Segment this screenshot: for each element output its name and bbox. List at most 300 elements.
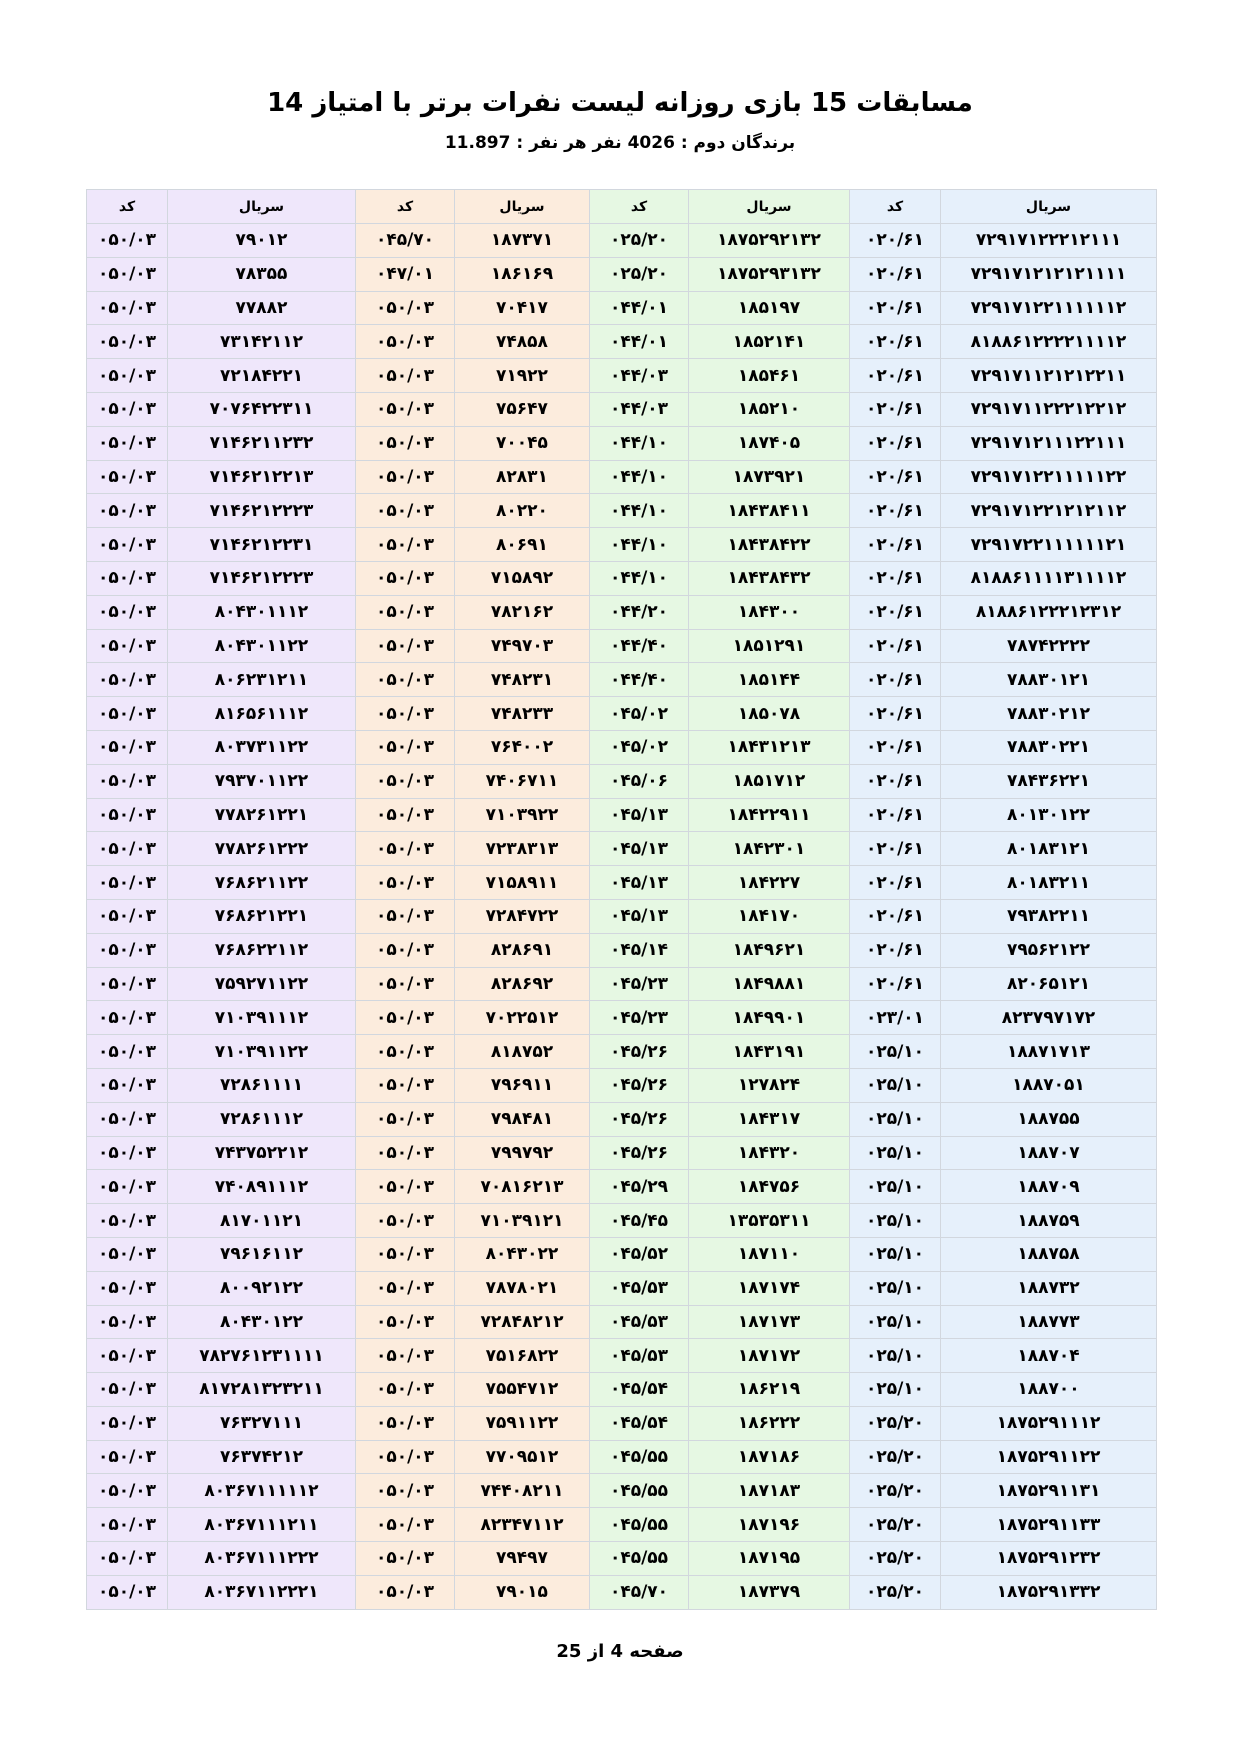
table-row: [87, 528, 1157, 562]
header-code-2: کد: [590, 190, 689, 224]
serial-cell: ۷۴۰۶۷۱۱: [455, 764, 590, 798]
serial-cell: ۷۷۸۲۶۱۲۲۱: [168, 798, 356, 832]
serial-cell: ۱۸۷۱۹۶: [689, 1508, 850, 1542]
serial-cell: ۱۸۴۹۹۰۱: [689, 1001, 850, 1035]
code-cell: ۰۵۰/۰۳: [356, 1136, 455, 1170]
winners-table: [86, 189, 1157, 1610]
serial-cell: ۷۵۱۶۸۲۲: [455, 1339, 590, 1373]
code-cell: ۰۵۰/۰۳: [356, 1542, 455, 1576]
header-serial-2: سریال: [689, 190, 850, 224]
code-cell: ۰۲۵/۱۰: [850, 1237, 941, 1271]
serial-cell: ۱۸۷۱۱۰: [689, 1237, 850, 1271]
code-cell: ۰۵۰/۰۳: [87, 1474, 168, 1508]
code-cell: ۰۴۵/۲۶: [590, 1068, 689, 1102]
code-cell: ۰۲۰/۶۱: [850, 325, 941, 359]
serial-cell: ۷۸۸۳۰۱۲۱: [941, 663, 1157, 697]
code-cell: ۰۲۰/۶۱: [850, 730, 941, 764]
serial-cell: ۷۱۹۲۲: [455, 359, 590, 393]
code-cell: ۰۲۰/۶۱: [850, 561, 941, 595]
code-cell: ۰۵۰/۰۳: [356, 1001, 455, 1035]
code-cell: ۰۴۴/۰۱: [590, 291, 689, 325]
code-cell: ۰۲۰/۶۱: [850, 528, 941, 562]
code-cell: ۰۲۰/۶۱: [850, 426, 941, 460]
header-serial-1: سریال: [941, 190, 1157, 224]
serial-cell: ۷۲۸۴۸۲۱۲: [455, 1305, 590, 1339]
code-cell: ۰۲۵/۱۰: [850, 1271, 941, 1305]
serial-cell: ۱۸۷۵۲۹۱۱۳۱: [941, 1474, 1157, 1508]
serial-cell: ۱۸۷۵۲۹۱۳۳۲: [941, 1575, 1157, 1609]
table-row: [87, 359, 1157, 393]
serial-cell: ۱۸۴۲۲۹۱۱: [689, 798, 850, 832]
serial-cell: ۷۱۴۶۲۱۲۲۲۳: [168, 494, 356, 528]
serial-cell: ۷۴۴۰۸۲۱۱: [455, 1474, 590, 1508]
code-cell: ۰۵۰/۰۳: [356, 1440, 455, 1474]
table-row: [87, 764, 1157, 798]
serial-cell: ۸۱۷۰۱۱۲۱: [168, 1204, 356, 1238]
serial-cell: ۸۰۴۳۰۲۲: [455, 1237, 590, 1271]
serial-cell: ۷۱۴۶۲۱۲۲۲۳: [168, 561, 356, 595]
table-row: [87, 663, 1157, 697]
table-row: [87, 629, 1157, 663]
serial-cell: ۱۸۸۷۳۲: [941, 1271, 1157, 1305]
code-cell: ۰۴۵/۴۵: [590, 1204, 689, 1238]
code-cell: ۰۵۰/۰۳: [356, 764, 455, 798]
serial-cell: ۷۲۸۶۱۱۱۲: [168, 1102, 356, 1136]
table-body: [87, 224, 1157, 1610]
code-cell: ۰۴۵/۵۳: [590, 1339, 689, 1373]
serial-cell: ۱۸۴۳۸۴۳۲: [689, 561, 850, 595]
serial-cell: ۷۱۰۳۹۱۲۱: [455, 1204, 590, 1238]
table-row: [87, 730, 1157, 764]
table-row: [87, 1068, 1157, 1102]
serial-cell: ۱۸۴۹۶۲۱: [689, 933, 850, 967]
serial-cell: ۱۸۴۱۷۰: [689, 899, 850, 933]
code-cell: ۰۴۴/۴۰: [590, 629, 689, 663]
table-row: [87, 1474, 1157, 1508]
serial-cell: ۱۸۷۵۲۹۱۱۱۲: [941, 1406, 1157, 1440]
code-cell: ۰۵۰/۰۳: [87, 1035, 168, 1069]
serial-cell: ۸۰۴۳۰۱۲۲: [168, 1305, 356, 1339]
serial-cell: ۱۸۵۱۲۹۱: [689, 629, 850, 663]
serial-cell: ۷۶۴۰۰۲: [455, 730, 590, 764]
table-row: [87, 224, 1157, 258]
code-cell: ۰۵۰/۰۳: [87, 832, 168, 866]
code-cell: ۰۴۵/۱۳: [590, 866, 689, 900]
code-cell: ۰۴۵/۱۴: [590, 933, 689, 967]
serial-cell: ۸۰۳۶۷۱۱۱۲۲۲: [168, 1542, 356, 1576]
code-cell: ۰۵۰/۰۳: [356, 325, 455, 359]
code-cell: ۰۲۵/۲۰: [850, 1508, 941, 1542]
serial-cell: ۷۰۲۲۵۱۲: [455, 1001, 590, 1035]
serial-cell: ۷۸۴۳۶۲۲۱: [941, 764, 1157, 798]
code-cell: ۰۵۰/۰۳: [87, 1508, 168, 1542]
code-cell: ۰۵۰/۰۳: [87, 460, 168, 494]
code-cell: ۰۴۵/۱۳: [590, 832, 689, 866]
code-cell: ۰۴۵/۲۶: [590, 1035, 689, 1069]
code-cell: ۰۵۰/۰۳: [356, 899, 455, 933]
serial-cell: ۱۸۷۳۷۹: [689, 1575, 850, 1609]
code-cell: ۰۴۵/۲۳: [590, 1001, 689, 1035]
table-row: [87, 1575, 1157, 1609]
serial-cell: ۸۰۳۶۷۱۱۱۱۱۲: [168, 1474, 356, 1508]
serial-cell: ۱۳۵۳۵۳۱۱: [689, 1204, 850, 1238]
code-cell: ۰۵۰/۰۳: [87, 1237, 168, 1271]
code-cell: ۰۵۰/۰۳: [87, 764, 168, 798]
serial-cell: ۷۲۹۱۷۱۲۲۲۱۲۱۱۱: [941, 224, 1157, 258]
code-cell: ۰۵۰/۰۳: [356, 291, 455, 325]
table-row: [87, 1237, 1157, 1271]
code-cell: ۰۵۰/۰۳: [87, 697, 168, 731]
code-cell: ۰۵۰/۰۳: [356, 1237, 455, 1271]
serial-cell: ۱۸۶۱۶۹: [455, 257, 590, 291]
code-cell: ۰۵۰/۰۳: [87, 1170, 168, 1204]
serial-cell: ۷۱۵۸۹۱۱: [455, 866, 590, 900]
serial-cell: ۷۸۷۴۲۲۲۲: [941, 629, 1157, 663]
code-cell: ۰۴۵/۰۲: [590, 697, 689, 731]
serial-cell: ۷۴۹۷۰۳: [455, 629, 590, 663]
code-cell: ۰۵۰/۰۳: [356, 1170, 455, 1204]
table-row: [87, 697, 1157, 731]
code-cell: ۰۲۰/۶۱: [850, 257, 941, 291]
code-cell: ۰۲۵/۱۰: [850, 1136, 941, 1170]
serial-cell: ۸۱۷۲۸۱۳۲۳۲۱۱: [168, 1373, 356, 1407]
serial-cell: ۱۸۷۱۸۳: [689, 1474, 850, 1508]
serial-cell: ۷۴۸۲۳۳: [455, 697, 590, 731]
code-cell: ۰۴۵/۵۵: [590, 1542, 689, 1576]
serial-cell: ۱۸۷۳۷۱: [455, 224, 590, 258]
table-row: [87, 1305, 1157, 1339]
code-cell: ۰۵۰/۰۳: [356, 629, 455, 663]
code-cell: ۰۲۵/۱۰: [850, 1035, 941, 1069]
code-cell: ۰۴۴/۴۰: [590, 663, 689, 697]
serial-cell: ۸۰۴۳۰۱۱۲۲: [168, 629, 356, 663]
code-cell: ۰۵۰/۰۳: [87, 933, 168, 967]
code-cell: ۰۵۰/۰۳: [356, 561, 455, 595]
serial-cell: ۱۸۴۳۱۹۱: [689, 1035, 850, 1069]
code-cell: ۰۵۰/۰۳: [356, 663, 455, 697]
code-cell: ۰۲۵/۱۰: [850, 1339, 941, 1373]
serial-cell: ۱۸۵۱۴۴: [689, 663, 850, 697]
winners-table-container: [86, 189, 1156, 1610]
table-row: [87, 460, 1157, 494]
code-cell: ۰۲۰/۶۱: [850, 697, 941, 731]
serial-cell: ۱۸۵۲۱۴۱: [689, 325, 850, 359]
serial-cell: ۷۸۸۳۰۲۱۲: [941, 697, 1157, 731]
serial-cell: ۷۱۵۸۹۲: [455, 561, 590, 595]
serial-cell: ۸۲۰۶۵۱۲۱: [941, 967, 1157, 1001]
serial-cell: ۱۸۷۴۰۵: [689, 426, 850, 460]
table-row: [87, 1136, 1157, 1170]
serial-cell: ۷۵۵۴۷۱۲: [455, 1373, 590, 1407]
serial-cell: ۷۵۹۱۱۲۲: [455, 1406, 590, 1440]
serial-cell: ۷۰۴۱۷: [455, 291, 590, 325]
code-cell: ۰۵۰/۰۳: [87, 1305, 168, 1339]
code-cell: ۰۵۰/۰۳: [356, 392, 455, 426]
table-row: [87, 1204, 1157, 1238]
table-row: [87, 1001, 1157, 1035]
serial-cell: ۷۹۸۴۸۱: [455, 1102, 590, 1136]
serial-cell: ۱۸۸۷۵۸: [941, 1237, 1157, 1271]
table-row: [87, 1339, 1157, 1373]
serial-cell: ۱۸۷۱۷۲: [689, 1339, 850, 1373]
serial-cell: ۷۸۲۱۶۲: [455, 595, 590, 629]
serial-cell: ۱۸۸۷۰۴: [941, 1339, 1157, 1373]
code-cell: ۰۵۰/۰۳: [87, 663, 168, 697]
code-cell: ۰۵۰/۰۳: [356, 1508, 455, 1542]
serial-cell: ۱۸۶۲۲۲: [689, 1406, 850, 1440]
serial-cell: ۷۲۹۱۷۱۲۱۲۱۲۱۱۱۱: [941, 257, 1157, 291]
serial-cell: ۱۸۴۷۵۶: [689, 1170, 850, 1204]
header-serial-3: سریال: [455, 190, 590, 224]
serial-cell: ۱۸۸۷۵۵: [941, 1102, 1157, 1136]
serial-cell: ۷۹۰۱۵: [455, 1575, 590, 1609]
serial-cell: ۷۶۸۶۲۱۲۲۱: [168, 899, 356, 933]
code-cell: ۰۴۵/۲۹: [590, 1170, 689, 1204]
code-cell: ۰۵۰/۰۳: [356, 528, 455, 562]
code-cell: ۰۲۰/۶۱: [850, 764, 941, 798]
code-cell: ۰۲۵/۱۰: [850, 1305, 941, 1339]
code-cell: ۰۵۰/۰۳: [87, 325, 168, 359]
serial-cell: ۱۸۴۳۸۴۱۱: [689, 494, 850, 528]
serial-cell: ۱۸۷۱۷۳: [689, 1305, 850, 1339]
serial-cell: ۱۸۷۱۹۵: [689, 1542, 850, 1576]
code-cell: ۰۵۰/۰۳: [87, 899, 168, 933]
serial-cell: ۷۹۳۷۰۱۱۲۲: [168, 764, 356, 798]
code-cell: ۰۲۰/۶۱: [850, 359, 941, 393]
code-cell: ۰۵۰/۰۳: [87, 1339, 168, 1373]
code-cell: ۰۲۵/۲۰: [590, 257, 689, 291]
code-cell: ۰۵۰/۰۳: [356, 1204, 455, 1238]
code-cell: ۰۴۵/۵۵: [590, 1440, 689, 1474]
code-cell: ۰۵۰/۰۳: [356, 494, 455, 528]
serial-cell: ۷۲۹۱۷۲۲۱۱۱۱۱۱۲۱: [941, 528, 1157, 562]
serial-cell: ۱۸۵۱۷۱۲: [689, 764, 850, 798]
code-cell: ۰۵۰/۰۳: [87, 730, 168, 764]
code-cell: ۰۴۴/۱۰: [590, 426, 689, 460]
serial-cell: ۷۴۳۷۵۲۲۱۲: [168, 1136, 356, 1170]
code-cell: ۰۵۰/۰۳: [87, 224, 168, 258]
serial-cell: ۱۸۷۵۲۹۱۲۳۲: [941, 1542, 1157, 1576]
code-cell: ۰۵۰/۰۳: [87, 1271, 168, 1305]
serial-cell: ۷۱۰۳۹۱۱۲۲: [168, 1035, 356, 1069]
serial-cell: ۱۸۴۳۱۲۱۳: [689, 730, 850, 764]
code-cell: ۰۵۰/۰۳: [356, 866, 455, 900]
code-cell: ۰۲۰/۶۱: [850, 832, 941, 866]
code-cell: ۰۲۵/۱۰: [850, 1204, 941, 1238]
code-cell: ۰۴۵/۰۶: [590, 764, 689, 798]
serial-cell: ۷۲۹۱۷۱۲۲۱۲۱۲۱۱۲: [941, 494, 1157, 528]
code-cell: ۰۲۰/۶۱: [850, 663, 941, 697]
serial-cell: ۷۹۵۶۲۱۲۲: [941, 933, 1157, 967]
code-cell: ۰۴۴/۱۰: [590, 561, 689, 595]
table-row: [87, 866, 1157, 900]
table-row: [87, 1170, 1157, 1204]
header-code-3: کد: [356, 190, 455, 224]
code-cell: ۰۵۰/۰۳: [87, 426, 168, 460]
code-cell: ۰۲۳/۰۱: [850, 1001, 941, 1035]
serial-cell: ۷۴۸۲۳۱: [455, 663, 590, 697]
serial-cell: ۸۱۸۸۶۱۲۲۲۱۲۳۱۲: [941, 595, 1157, 629]
serial-cell: ۷۲۹۱۷۱۲۱۱۱۲۲۱۱۱: [941, 426, 1157, 460]
code-cell: ۰۲۵/۱۰: [850, 1170, 941, 1204]
code-cell: ۰۵۰/۰۳: [87, 494, 168, 528]
serial-cell: ۷۹۹۷۹۲: [455, 1136, 590, 1170]
serial-cell: ۷۹۶۱۶۱۱۲: [168, 1237, 356, 1271]
code-cell: ۰۵۰/۰۳: [87, 595, 168, 629]
serial-cell: ۸۰۱۸۳۲۱۱: [941, 866, 1157, 900]
serial-cell: ۷۸۲۷۶۱۲۳۱۱۱۱: [168, 1339, 356, 1373]
serial-cell: ۱۸۴۲۲۷: [689, 866, 850, 900]
serial-cell: ۷۸۷۸۰۲۱: [455, 1271, 590, 1305]
code-cell: ۰۴۵/۵۴: [590, 1406, 689, 1440]
code-cell: ۰۲۰/۶۱: [850, 967, 941, 1001]
code-cell: ۰۴۴/۲۰: [590, 595, 689, 629]
serial-cell: ۱۸۴۳۲۰: [689, 1136, 850, 1170]
serial-cell: ۱۲۷۸۲۴: [689, 1068, 850, 1102]
serial-cell: ۱۸۷۱۷۴: [689, 1271, 850, 1305]
serial-cell: ۱۸۵۰۷۸: [689, 697, 850, 731]
code-cell: ۰۴۵/۵۲: [590, 1237, 689, 1271]
serial-cell: ۷۵۹۲۷۱۱۲۲: [168, 967, 356, 1001]
serial-cell: ۷۳۱۴۲۱۱۲: [168, 325, 356, 359]
serial-cell: ۸۱۸۸۶۱۱۱۱۳۱۱۱۱۲: [941, 561, 1157, 595]
code-cell: ۰۲۵/۲۰: [850, 1575, 941, 1609]
code-cell: ۰۴۵/۲۶: [590, 1136, 689, 1170]
code-cell: ۰۲۵/۲۰: [850, 1474, 941, 1508]
code-cell: ۰۲۰/۶۱: [850, 798, 941, 832]
serial-cell: ۱۸۷۵۲۹۲۱۳۲: [689, 224, 850, 258]
serial-cell: ۱۸۵۱۹۷: [689, 291, 850, 325]
serial-cell: ۱۸۷۵۲۹۳۱۳۲: [689, 257, 850, 291]
serial-cell: ۷۷۸۲۶۱۲۲۲: [168, 832, 356, 866]
code-cell: ۰۵۰/۰۳: [87, 1068, 168, 1102]
code-cell: ۰۵۰/۰۳: [87, 798, 168, 832]
table-row: [87, 832, 1157, 866]
code-cell: ۰۴۷/۰۱: [356, 257, 455, 291]
serial-cell: ۸۰۱۸۳۱۲۱: [941, 832, 1157, 866]
code-cell: ۰۵۰/۰۳: [356, 1068, 455, 1102]
serial-cell: ۷۱۰۳۹۱۱۱۲: [168, 1001, 356, 1035]
code-cell: ۰۲۰/۶۱: [850, 494, 941, 528]
serial-cell: ۷۹۴۹۷: [455, 1542, 590, 1576]
code-cell: ۰۲۰/۶۱: [850, 866, 941, 900]
code-cell: ۰۴۵/۱۳: [590, 798, 689, 832]
serial-cell: ۱۸۴۳۸۴۲۲: [689, 528, 850, 562]
table-row: [87, 1035, 1157, 1069]
code-cell: ۰۲۰/۶۱: [850, 392, 941, 426]
serial-cell: ۸۰۳۷۳۱۱۲۲: [168, 730, 356, 764]
code-cell: ۰۲۰/۶۱: [850, 629, 941, 663]
table-row: [87, 899, 1157, 933]
code-cell: ۰۵۰/۰۳: [356, 426, 455, 460]
serial-cell: ۱۸۴۳۰۰: [689, 595, 850, 629]
serial-cell: ۸۲۸۳۱: [455, 460, 590, 494]
serial-cell: ۷۷۰۹۵۱۲: [455, 1440, 590, 1474]
serial-cell: ۱۸۶۲۱۹: [689, 1373, 850, 1407]
code-cell: ۰۵۰/۰۳: [356, 933, 455, 967]
serial-cell: ۱۸۸۷۰۵۱: [941, 1068, 1157, 1102]
table-row: [87, 257, 1157, 291]
code-cell: ۰۴۵/۵۳: [590, 1271, 689, 1305]
serial-cell: ۸۱۸۷۵۲: [455, 1035, 590, 1069]
code-cell: ۰۴۴/۱۰: [590, 460, 689, 494]
code-cell: ۰۵۰/۰۳: [356, 730, 455, 764]
code-cell: ۰۵۰/۰۳: [356, 1575, 455, 1609]
serial-cell: ۷۴۰۸۹۱۱۱۲: [168, 1170, 356, 1204]
code-cell: ۰۴۵/۵۳: [590, 1305, 689, 1339]
code-cell: ۰۴۵/۰۲: [590, 730, 689, 764]
table-row: [87, 1440, 1157, 1474]
serial-cell: ۷۸۸۳۰۲۲۱: [941, 730, 1157, 764]
serial-cell: ۷۰۸۱۶۲۱۳: [455, 1170, 590, 1204]
code-cell: ۰۵۰/۰۳: [356, 1474, 455, 1508]
code-cell: ۰۲۰/۶۱: [850, 899, 941, 933]
table-row: [87, 494, 1157, 528]
code-cell: ۰۵۰/۰۳: [87, 392, 168, 426]
table-row: [87, 1271, 1157, 1305]
code-cell: ۰۵۰/۰۳: [356, 798, 455, 832]
code-cell: ۰۴۵/۲۳: [590, 967, 689, 1001]
code-cell: ۰۵۰/۰۳: [356, 1271, 455, 1305]
serial-cell: ۸۰۶۹۱: [455, 528, 590, 562]
serial-cell: ۱۸۴۲۳۰۱: [689, 832, 850, 866]
code-cell: ۰۵۰/۰۳: [87, 1204, 168, 1238]
serial-cell: ۷۶۳۷۴۲۱۲: [168, 1440, 356, 1474]
code-cell: ۰۴۵/۵۵: [590, 1474, 689, 1508]
code-cell: ۰۵۰/۰۳: [87, 1575, 168, 1609]
serial-cell: ۷۲۸۴۷۲۲: [455, 899, 590, 933]
code-cell: ۰۲۵/۱۰: [850, 1102, 941, 1136]
code-cell: ۰۵۰/۰۳: [356, 595, 455, 629]
code-cell: ۰۵۰/۰۳: [87, 561, 168, 595]
table-row: [87, 1102, 1157, 1136]
code-cell: ۰۵۰/۰۳: [87, 257, 168, 291]
serial-cell: ۱۸۷۵۲۹۱۱۲۲: [941, 1440, 1157, 1474]
serial-cell: ۸۰۳۶۷۱۱۲۲۲۱: [168, 1575, 356, 1609]
serial-cell: ۱۸۸۷۰۹: [941, 1170, 1157, 1204]
serial-cell: ۷۹۳۸۲۲۱۱: [941, 899, 1157, 933]
code-cell: ۰۴۵/۲۶: [590, 1102, 689, 1136]
serial-cell: ۱۸۴۹۸۸۱: [689, 967, 850, 1001]
table-row: [87, 1406, 1157, 1440]
code-cell: ۰۲۵/۲۰: [850, 1406, 941, 1440]
table-row: [87, 291, 1157, 325]
serial-cell: ۸۰۱۳۰۱۲۲: [941, 798, 1157, 832]
code-cell: ۰۵۰/۰۳: [356, 697, 455, 731]
table-row: [87, 561, 1157, 595]
serial-cell: ۷۷۸۸۲: [168, 291, 356, 325]
serial-cell: ۸۲۳۴۷۱۱۲: [455, 1508, 590, 1542]
page-number: صفحه 4 از 25: [556, 1641, 684, 1662]
code-cell: ۰۲۵/۱۰: [850, 1373, 941, 1407]
page-title: مسابقات 15 بازی روزانه لیست نفرات برتر با امتیاز 14: [267, 88, 973, 118]
serial-cell: ۷۱۴۶۲۱۲۲۳۱: [168, 528, 356, 562]
code-cell: ۰۲۰/۶۱: [850, 291, 941, 325]
serial-cell: ۸۰۲۲۰: [455, 494, 590, 528]
serial-cell: ۱۸۷۳۹۲۱: [689, 460, 850, 494]
table-row: [87, 426, 1157, 460]
code-cell: ۰۵۰/۰۳: [356, 1339, 455, 1373]
serial-cell: ۱۸۸۷۱۷۱۳: [941, 1035, 1157, 1069]
table-header-row: [87, 190, 1157, 224]
code-cell: ۰۵۰/۰۳: [87, 1373, 168, 1407]
serial-cell: ۱۸۸۷۰۰: [941, 1373, 1157, 1407]
serial-cell: ۱۸۵۲۱۰: [689, 392, 850, 426]
code-cell: ۰۵۰/۰۳: [356, 832, 455, 866]
table-row: [87, 933, 1157, 967]
code-cell: ۰۴۵/۵۵: [590, 1508, 689, 1542]
code-cell: ۰۲۰/۶۱: [850, 224, 941, 258]
